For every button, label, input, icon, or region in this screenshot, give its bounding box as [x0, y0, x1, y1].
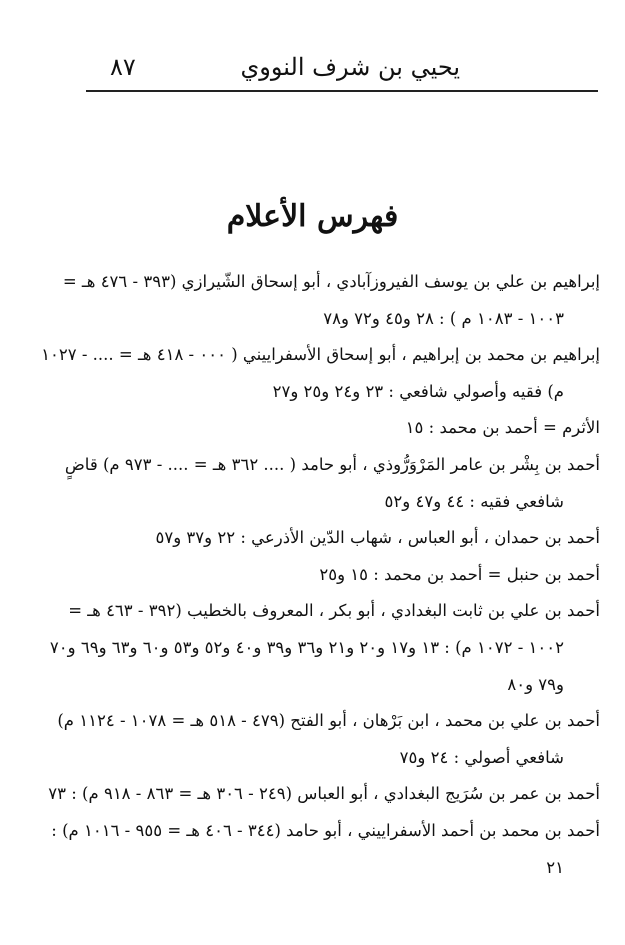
index-entry: أحمد بن علي بن محمد ، ابن بَرْهان ، أبو الفتح (٤٧٩ - ٥١٨ هـ = ١٠٧٨ - ١١٢٤ م) شافعي أصولي : ٢٤ و٧٥ [57, 711, 600, 767]
index-entry: إبراهيم بن علي بن يوسف الفيروزآبادي ، أبو إسحاق الشّيرازي (٣٩٣ - ٤٧٦ هـ = ١٠٠٣ - ١٠٨٣ م ) : ٢٨ و٤٥ و٧٢ و٧٨ [62, 272, 600, 328]
running-title: يحيي بن شرف النووي [240, 53, 460, 81]
index-entries [40, 264, 600, 886]
index-entry: أحمد بن عمر بن سُرَيج البغدادي ، أبو العباس (٢٤٩ - ٣٠٦ هـ = ٨٦٣ - ٩١٨ م) : ٧٣ [48, 784, 600, 804]
index-entry: أحمد بن حمدان ، أبو العباس ، شهاب الدّين الأذرعي : ٢٢ و٣٧ و٥٧ [155, 528, 600, 548]
header-rule [86, 90, 598, 92]
index-entry: إبراهيم بن محمد بن إبراهيم ، أبو إسحاق الأسفراييني ( ٠٠٠ - ٤١٨ هـ = .... - ١٠٢٧ م) فقيه وأصولي شافعي : ٢٣ و٢٤ و٢٥ و٢٧ [41, 345, 600, 401]
index-heading: فهرس الأعلام [226, 199, 399, 234]
running-header [86, 46, 598, 86]
index-entry: أحمد بن حنبل = أحمد بن محمد : ١٥ و٢٥ [319, 564, 600, 584]
index-entry: أحمد بن بِشْر بن عامر المَرْوَرُّوذي ، أبو حامد ( .... ٣٦٢ هـ = .... - ٩٧٣ م) قاضٍ شافعي فقيه : ٤٤ و٤٧ و٥٢ [64, 454, 600, 511]
index-entry: أحمد بن علي بن ثابت البغدادي ، أبو بكر ، المعروف بالخطيب (٣٩٢ - ٤٦٣ هـ = ١٠٠٢ - ١٠٧٢ م) : ١٣ و١٧ و٢٠ و٢١ و٣٦ و٣٩ و٤٠ و٥٢ و٥٣ و٦٠ و٦٣ و٦٩ و٧٠ و٧٩ و٨٠ [49, 601, 600, 694]
index-entry: أحمد بن محمد بن أحمد الأسفراييني ، أبو حامد (٣٤٤ - ٤٠٦ هـ = ٩٥٥ - ١٠١٦ م) : ٢١ [51, 820, 600, 877]
page-number: ٨٧ [110, 53, 136, 81]
index-entry: الأثرم = أحمد بن محمد : ١٥ [405, 418, 600, 438]
